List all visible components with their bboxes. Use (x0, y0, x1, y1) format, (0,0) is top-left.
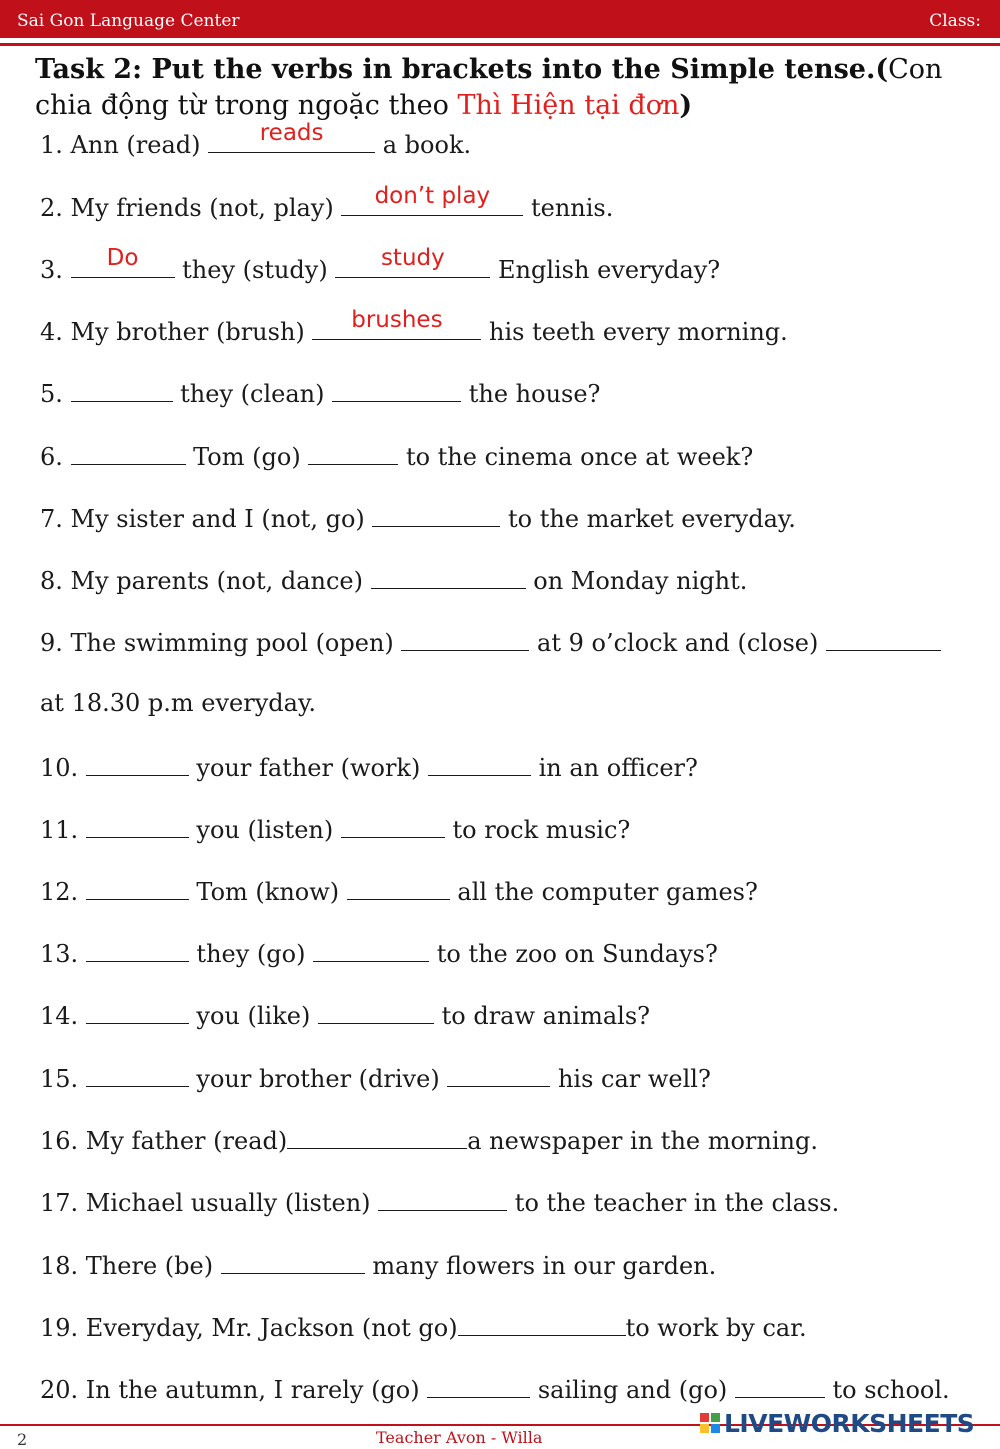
answer-blank[interactable] (287, 1124, 467, 1149)
question-text: 3. (40, 256, 71, 284)
answer-blank[interactable] (86, 875, 189, 900)
answer-blank[interactable] (208, 120, 375, 153)
question-14 (40, 999, 650, 1030)
answer-blank[interactable] (71, 440, 186, 465)
task-title (35, 52, 980, 124)
question-text: at 18.30 p.m everyday. (40, 689, 316, 717)
question-text: 12. (40, 878, 86, 906)
question-17 (40, 1186, 839, 1217)
answer-text: brushes (351, 307, 443, 333)
answer-blank[interactable] (71, 377, 173, 402)
answer-text: study (380, 245, 445, 271)
answer-blank[interactable] (335, 245, 490, 278)
logo-grid-icon (700, 1413, 720, 1433)
question-15 (40, 1062, 711, 1093)
question-1 (40, 120, 472, 159)
question-text: to draw animals? (433, 1002, 651, 1030)
answer-blank[interactable] (372, 502, 500, 527)
answer-blank[interactable] (458, 1311, 626, 1336)
question-text: 18. There (be) (40, 1252, 221, 1280)
answer-blank[interactable] (221, 1249, 365, 1274)
question-text: to rock music? (444, 816, 631, 844)
question-text: they (clean) (172, 380, 333, 408)
answer-blank[interactable] (401, 626, 529, 651)
question-text: to school. (824, 1376, 950, 1404)
question-4 (40, 307, 788, 346)
header-divider (0, 43, 1000, 46)
question-text: 20. In the autumn, I rarely (go) (40, 1376, 428, 1404)
question-text: on Monday night. (525, 567, 748, 595)
question-13 (40, 937, 718, 968)
question-text: 6. (40, 443, 71, 471)
question-11 (40, 813, 630, 844)
question-text: a book. (375, 131, 472, 159)
answer-blank[interactable] (86, 813, 189, 838)
question-text: to the zoo on Sundays? (429, 940, 718, 968)
question-19 (40, 1311, 807, 1342)
answer-text: Do (106, 245, 139, 271)
question-text: a newspaper in the morning. (467, 1127, 818, 1155)
liveworksheets-logo[interactable] (700, 1408, 974, 1438)
answer-blank[interactable] (447, 1062, 550, 1087)
question-text: 9. The swimming pool (open) (40, 629, 402, 657)
question-9 (40, 626, 941, 657)
question-3 (40, 245, 721, 284)
question-text: at 9 o’clock and (close) (529, 629, 826, 657)
answer-blank[interactable] (313, 937, 429, 962)
question-text: 14. (40, 1002, 86, 1030)
question-text: 1. Ann (read) (40, 131, 209, 159)
question-text: 7. My sister and I (not, go) (40, 505, 373, 533)
answer-blank[interactable] (341, 813, 445, 838)
center-name: Sai Gon Language Center (17, 11, 240, 31)
answer-blank[interactable] (71, 245, 175, 278)
question-text: to work by car. (625, 1314, 807, 1342)
question-text: they (study) (174, 256, 336, 284)
question-9-continued (40, 689, 316, 717)
question-text: 5. (40, 380, 71, 408)
answer-blank[interactable] (332, 377, 461, 402)
question-text: many flowers in our garden. (364, 1252, 717, 1280)
answer-blank[interactable] (428, 751, 531, 776)
question-text: in an officer? (530, 754, 698, 782)
answer-blank[interactable] (318, 999, 434, 1024)
question-text: Tom (go) (185, 443, 309, 471)
question-text: 16. My father (read) (40, 1127, 288, 1155)
question-text: to the teacher in the class. (507, 1189, 840, 1217)
question-text: your brother (drive) (188, 1065, 448, 1093)
question-20 (40, 1373, 950, 1404)
question-text: your father (work) (188, 754, 428, 782)
question-text: the house? (461, 380, 601, 408)
question-10 (40, 751, 698, 782)
header-bar (0, 0, 1000, 38)
answer-blank[interactable] (312, 307, 481, 340)
answer-blank[interactable] (86, 1062, 189, 1087)
answer-text: reads (259, 120, 324, 146)
question-text: to the market everyday. (500, 505, 796, 533)
question-7 (40, 502, 796, 533)
open-paren: ( (875, 54, 889, 85)
question-text: 11. (40, 816, 86, 844)
question-text: his teeth every morning. (481, 318, 788, 346)
task-note: Con chia động từ trong ngoặc theo (35, 54, 943, 121)
answer-text: don’t play (374, 183, 491, 209)
question-text: 19. Everyday, Mr. Jackson (not go) (40, 1314, 458, 1342)
question-text: his car well? (550, 1065, 711, 1093)
question-text: sailing and (go) (530, 1376, 735, 1404)
question-text: 10. (40, 754, 86, 782)
question-8 (40, 564, 747, 595)
answer-blank[interactable] (735, 1373, 825, 1398)
question-5 (40, 377, 600, 408)
answer-blank[interactable] (86, 937, 189, 962)
question-text: 2. My friends (not, play) (40, 194, 342, 222)
question-12 (40, 875, 758, 906)
page-number: 2 (17, 1430, 28, 1449)
question-6 (40, 440, 753, 471)
question-text: 8. My parents (not, dance) (40, 567, 371, 595)
answer-blank[interactable] (371, 564, 526, 589)
question-text: English everyday? (490, 256, 721, 284)
tense-name: Thì Hiện tại đơn (457, 90, 680, 121)
question-text: 15. (40, 1065, 86, 1093)
answer-blank[interactable] (341, 183, 523, 216)
question-text: they (go) (188, 940, 314, 968)
question-text: to the cinema once at week? (398, 443, 754, 471)
answer-blank[interactable] (826, 626, 941, 651)
close-paren: ) (679, 90, 693, 121)
question-text: 17. Michael usually (listen) (40, 1189, 379, 1217)
question-text: tennis. (523, 194, 614, 222)
question-text: you (listen) (188, 816, 341, 844)
question-text: all the computer games? (449, 878, 758, 906)
task-title-bold: Task 2: Put the verbs in brackets into the Simple tense. (35, 54, 876, 85)
question-16 (40, 1124, 818, 1155)
answer-blank[interactable] (86, 751, 189, 776)
answer-blank[interactable] (347, 875, 450, 900)
question-18 (40, 1249, 716, 1280)
logo-text: LIVEWORKSHEETS (724, 1408, 975, 1438)
class-label: Class: (929, 11, 981, 31)
question-2 (40, 183, 614, 222)
answer-blank[interactable] (427, 1373, 530, 1398)
question-text: 13. (40, 940, 86, 968)
teacher-credit: Teacher Avon - Willa (376, 1428, 543, 1447)
answer-blank[interactable] (308, 440, 398, 465)
answer-blank[interactable] (378, 1186, 507, 1211)
question-text: Tom (know) (188, 878, 347, 906)
question-text: 4. My brother (brush) (40, 318, 313, 346)
answer-blank[interactable] (86, 999, 189, 1024)
question-text: you (like) (188, 1002, 318, 1030)
